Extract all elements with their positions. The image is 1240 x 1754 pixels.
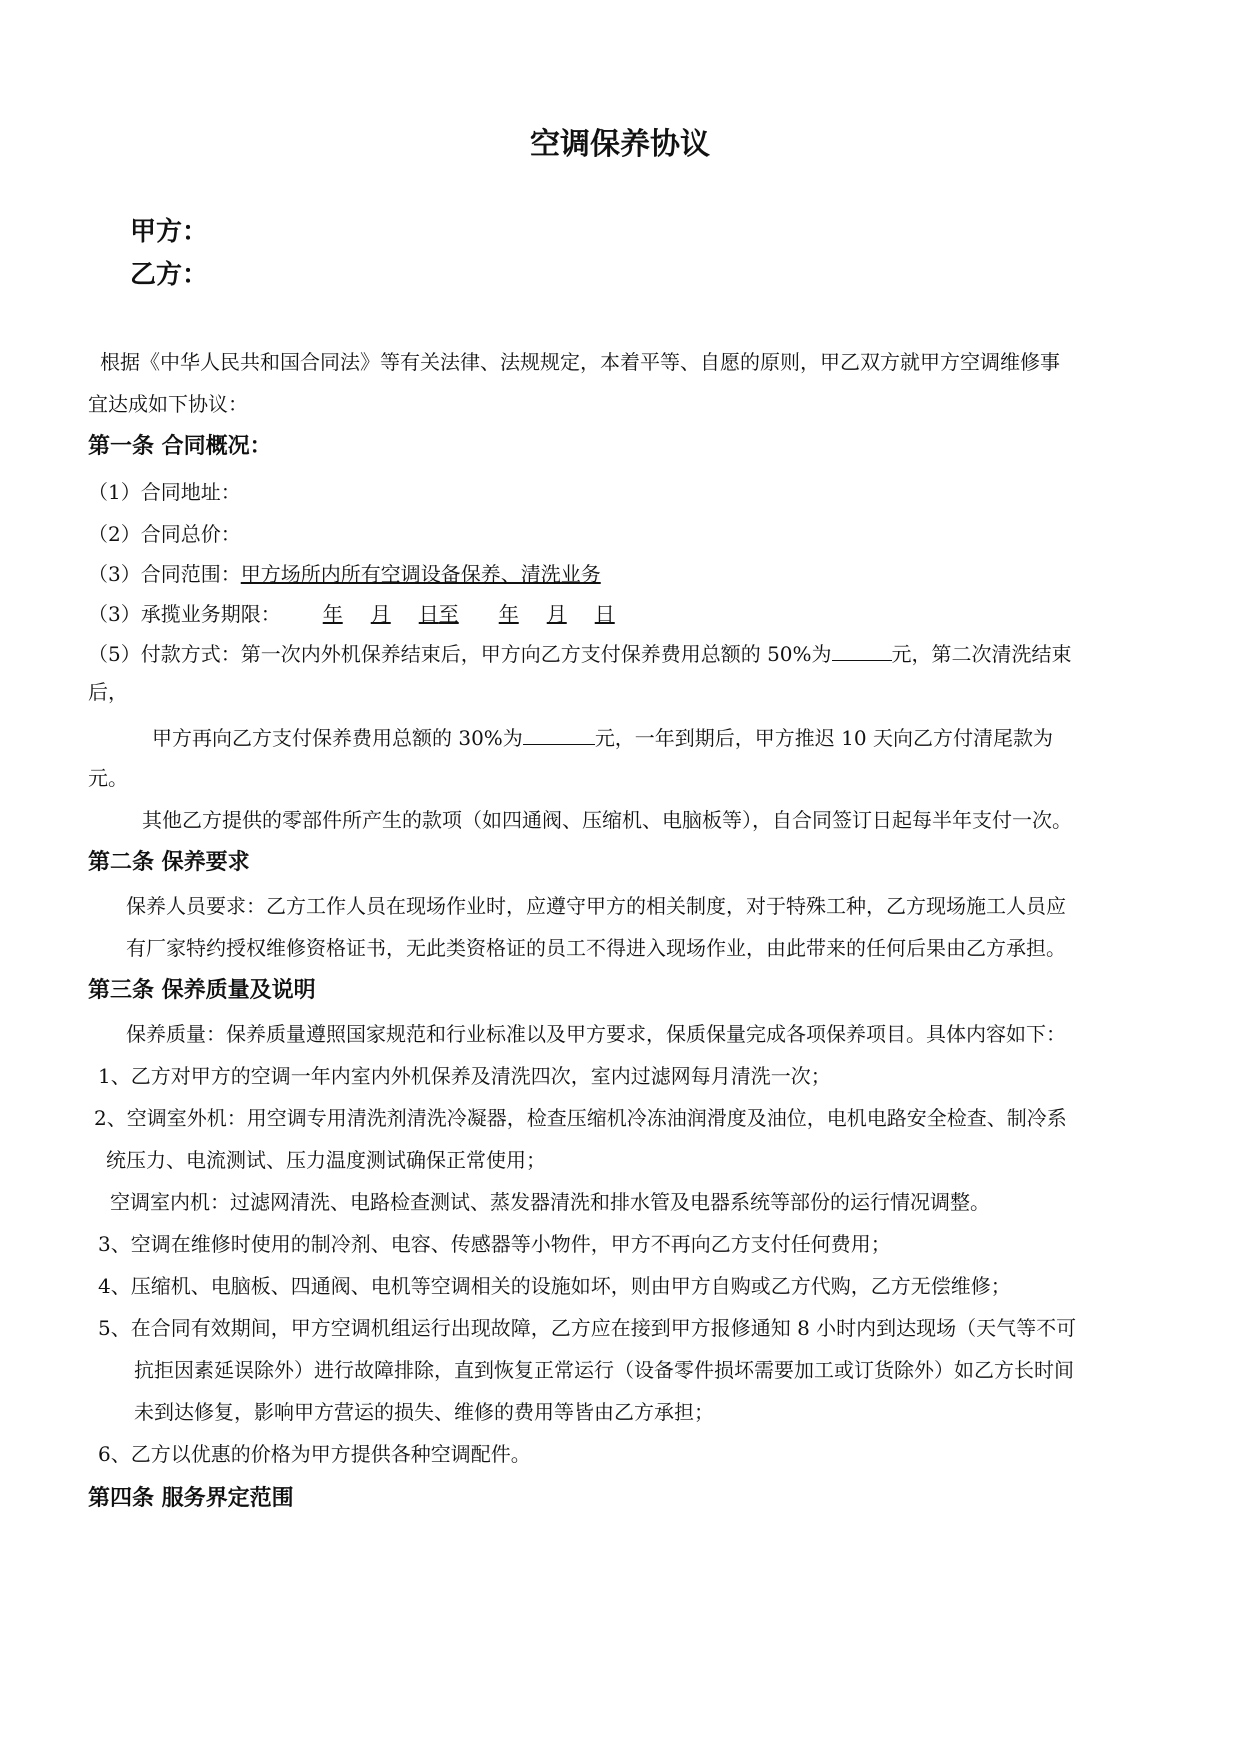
article-3-item-1: 1、乙方对甲方的空调一年内室内外机保养及清洗四次，室内过滤网每月清洗一次； (98, 1064, 831, 1088)
article-3-heading: 第三条 保养质量及说明 (88, 978, 316, 1003)
article-2-heading: 第二条 保养要求 (88, 850, 250, 875)
article-3-item-5-line-3: 未到达修复，影响甲方营运的损失、维修的费用等皆由乙方承担； (134, 1400, 714, 1424)
article-3-item-5-line-1: 5、在合同有效期间，甲方空调机组运行出现故障，乙方应在接到甲方报修通知 8 小时内到达现场（天气等不可 (98, 1316, 1077, 1340)
payment-second-amount-blank (523, 724, 595, 745)
contract-scope-line (88, 560, 601, 588)
period-end-year: 年 (498, 602, 519, 626)
document-title: 空调保养协议 (530, 127, 710, 162)
period-end-month: 月 (546, 602, 567, 626)
payment-second-text: 元，第二次清洗结束 (891, 642, 1072, 666)
article-3-item-5-line-2: 抗拒因素延误除外）进行故障排除，直到恢复正常运行（设备零件损坏需要加工或订货除外）如乙方长时间 (134, 1358, 1074, 1382)
payment-first-text: （5）付款方式：第一次内外机保养结束后，甲方向乙方支付保养费用总额的 50%为 (88, 642, 832, 666)
article-3-indoor-unit-line: 空调室内机：过滤网清洗、电路检查测试、蒸发器清洗和排水管及电器系统等部份的运行情况调整。 (110, 1190, 990, 1214)
contract-address-line: （1）合同地址： (88, 480, 241, 504)
payment-first-amount-blank (832, 640, 892, 661)
payment-method-line-1 (88, 640, 1072, 668)
article-2-line-1: 保养人员要求：乙方工作人员在现场作业时，应遵守甲方的相关制度，对于特殊工种，乙方现场施工人员应 (126, 894, 1066, 918)
period-to: 至 (438, 602, 459, 626)
article-3-item-6: 6、乙方以优惠的价格为甲方提供各种空调配件。 (98, 1442, 531, 1466)
other-parts-payment-line: 其他乙方提供的零部件所产生的款项（如四通阀、压缩机、电脑板等），自合同签订日起每半年支付一次。 (142, 808, 1072, 832)
article-2-line-2: 有厂家特约授权维修资格证书，无此类资格证的员工不得进入现场作业，由此带来的任何后果由乙方承担。 (126, 936, 1066, 960)
period-start-month: 月 (370, 602, 391, 626)
contract-price-line: （2）合同总价： (88, 522, 241, 546)
period-start-date (281, 602, 439, 626)
period-end-date (459, 602, 615, 626)
article-3-item-2-line-2: 统压力、电流测试、压力温度测试确保正常使用； (106, 1148, 546, 1172)
payment-method-line-4: 元。 (88, 766, 128, 790)
party-b-label: 乙方： (130, 260, 209, 290)
intro-paragraph-line-2: 宜达成如下协议： (88, 392, 248, 416)
article-4-heading: 第四条 服务界定范围 (88, 1486, 294, 1511)
payment-method-line-3 (152, 724, 1053, 752)
contract-scope-label: （3）合同范围： (88, 562, 241, 586)
period-start-year: 年 (322, 602, 343, 626)
article-3-line-1: 保养质量：保养质量遵照国家规范和行业标准以及甲方要求，保质保量完成各项保养项目。具体内容如下： (126, 1022, 1066, 1046)
contract-period-line (88, 600, 615, 628)
period-start-day: 日 (418, 602, 439, 626)
contract-scope-value: 甲方场所内所有空调设备保养、清洗业务 (240, 562, 601, 586)
contract-period-label: （3）承揽业务期限： (88, 602, 281, 626)
party-a-label: 甲方： (130, 217, 209, 247)
article-3-item-2-line-1: 2、空调室外机：用空调专用清洗剂清洗冷凝器，检查压缩机冷冻油润滑度及油位，电机电路安全检查、制冷系 (94, 1106, 1067, 1130)
payment-method-line-2: 后， (88, 680, 128, 704)
payment-third-text: 甲方再向乙方支付保养费用总额的 30%为 (152, 726, 523, 750)
intro-paragraph-line-1: 根据《中华人民共和国合同法》等有关法律、法规规定，本着平等、自愿的原则，甲乙双方就甲方空调维修事 (100, 350, 1060, 374)
article-3-item-3: 3、空调在维修时使用的制冷剂、电容、传感器等小物件，甲方不再向乙方支付任何费用； (98, 1232, 891, 1256)
period-end-day: 日 (594, 602, 615, 626)
article-1-heading: 第一条 合同概况： (88, 434, 272, 459)
article-3-item-4: 4、压缩机、电脑板、四通阀、电机等空调相关的设施如坏，则由甲方自购或乙方代购，乙方无偿维修； (98, 1274, 1011, 1298)
payment-final-text: 元，一年到期后，甲方推迟 10 天向乙方付清尾款为 (594, 726, 1053, 750)
